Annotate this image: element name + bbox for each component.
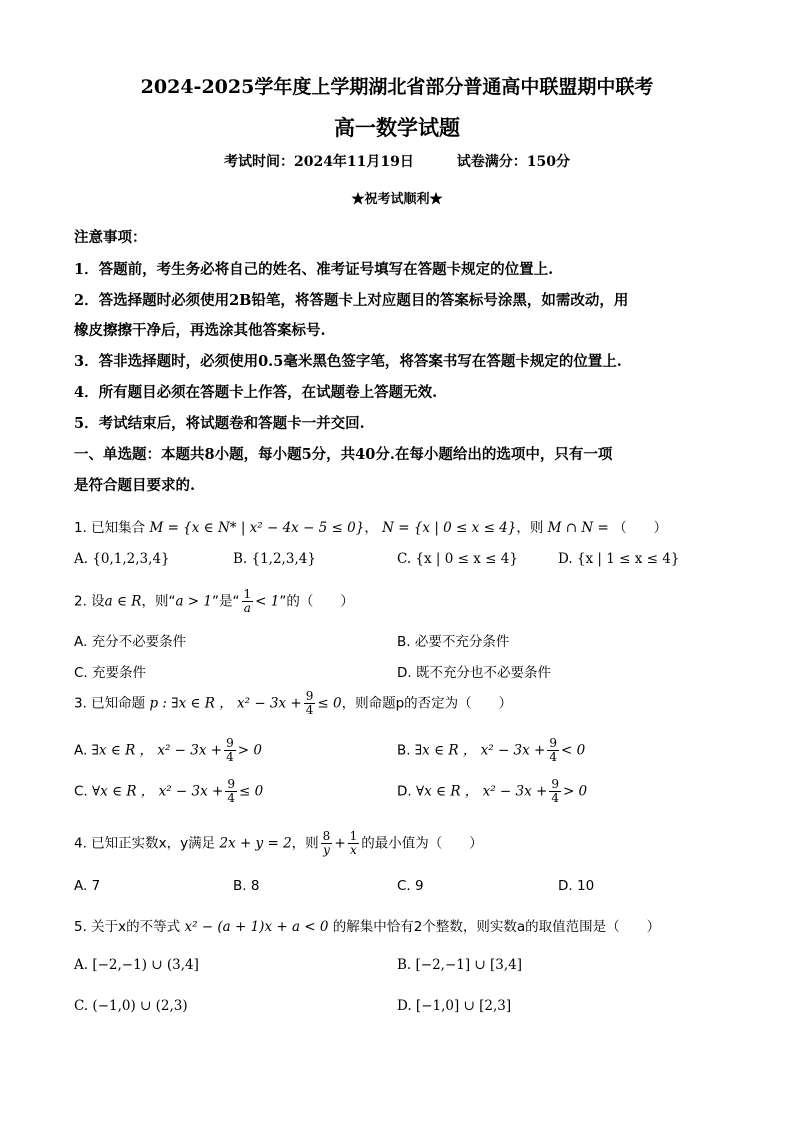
exam-title: 2024-2025学年度上学期湖北省部分普通高中联盟期中联考 (140, 76, 654, 98)
denominator: 4 (226, 750, 234, 765)
q1-set-m: M = {x ∈ N* | x² − 4x − 5 ≤ 0} (149, 520, 365, 536)
good-luck-banner: ★祝考试顺利★ (351, 192, 443, 207)
q3-option-d-fraction (549, 778, 561, 805)
exam-time: 考试时间：2024年11月19日 (223, 154, 414, 170)
denominator: y (323, 843, 330, 858)
denominator: x (350, 843, 357, 858)
q2-option-d: D. 既不充分也不必要条件 (397, 665, 551, 681)
q1-paren: （ ） (613, 520, 668, 536)
q3-option-c-rel: ≤ 0 (238, 783, 264, 800)
q4-fraction-2 (348, 830, 360, 857)
q5-option-d: D. [−1,0] ∪ [2,3] (397, 998, 512, 1014)
q3-numerator: 9 (305, 689, 314, 703)
q3-option-c (74, 778, 263, 805)
q3-suffix: ，则命题p的否定为（ ） (341, 695, 513, 712)
q2-mid3: ”的（ ） (279, 593, 354, 610)
q4-fraction-1 (321, 830, 333, 857)
q1-option-c: C. {x | 0 ≤ x ≤ 4} (397, 551, 518, 567)
q3-option-a-quantifier: ∃x ∈ R ， (91, 742, 154, 759)
q3-option-d-label: D. (397, 783, 412, 800)
q2-numerator: 1 (243, 587, 252, 601)
denominator: 4 (551, 791, 559, 806)
q1-option-d: D. {x | 1 ≤ x ≤ 4} (558, 551, 680, 567)
q3-option-b-label: B. (397, 742, 411, 759)
q3-option-a-rel: > 0 (237, 742, 262, 759)
q3-option-a (74, 737, 262, 764)
question-4 (74, 830, 483, 857)
notes-heading: 注意事项： (74, 229, 147, 246)
q3-option-c-quantifier: ∀x ∈ R ， (92, 783, 155, 800)
q2-cond: a ∈ R (104, 593, 142, 610)
question-1 (74, 516, 667, 536)
q5-inequality: x² − (a + 1)x + a < 0 (184, 919, 329, 935)
q3-option-a-fraction (224, 737, 236, 764)
q3-option-b (397, 737, 585, 764)
note-item: 4．所有题目必须在答题卡上作答，在试题卷上答题无效. (74, 384, 438, 401)
numerator: 9 (227, 777, 235, 791)
numerator: 9 (549, 736, 557, 750)
q2-lt: < 1 (255, 593, 280, 610)
q3-denominator: 4 (305, 703, 314, 718)
q4-option-a: A. 7 (74, 878, 101, 894)
q1-sep: ， (364, 520, 378, 536)
q3-option-d (397, 778, 587, 805)
q3-fraction (304, 690, 316, 717)
q4-mid: ，则 (291, 835, 319, 852)
section-heading-cont: 是符合题目要求的. (74, 477, 196, 494)
q3-expr-b: ≤ 0 (317, 695, 342, 712)
q1-set-n: N = {x | 0 ≤ x ≤ 4} (382, 520, 517, 536)
numerator: 1 (349, 829, 358, 843)
q5-suffix: 的解集中恰有2个整数，则实数a的取值范围是（ ） (332, 919, 661, 935)
q5-option-a: A. [−2,−1) ∪ (3,4] (74, 957, 199, 973)
note-item: 3．答非选择题时，必须使用0.5毫米黑色签字笔，将答案书写在答题卡规定的位置上. (74, 353, 622, 370)
q3-option-b-quantifier: ∃x ∈ R ， (414, 742, 477, 759)
q2-prefix: 2. 设 (74, 593, 105, 610)
note-item: 5．考试结束后，将试题卷和答题卡一并交回. (74, 415, 365, 432)
q3-option-a-expr: x² − 3x + (157, 742, 223, 759)
q4-option-b: B. 8 (233, 878, 260, 894)
q5-option-c: C. (−1,0) ∪ (2,3) (74, 998, 188, 1014)
q4-prefix: 4. 已知正实数x，y满足 (74, 835, 216, 852)
q3-option-c-fraction (225, 778, 237, 805)
q5-option-b: B. [−2,−1] ∪ [3,4] (397, 957, 523, 973)
q2-a1: a > 1 (175, 593, 213, 610)
q2-option-b: B. 必要不充分条件 (397, 634, 510, 650)
q2-option-c: C. 充要条件 (74, 665, 147, 681)
section-heading: 一、单选题：本题共8小题，每小题5分，共40分.在每小题给出的选项中，只有一项 (74, 446, 613, 463)
q4-option-d: D. 10 (558, 878, 595, 894)
denominator: 4 (227, 791, 235, 806)
q1-prefix: 1. 已知集合 (74, 520, 146, 536)
note-item: 2．答选择题时必须使用2B铅笔，将答题卡上对应题目的答案标号涂黑，如需改动，用 (74, 292, 629, 309)
q4-plus: + (334, 835, 346, 852)
q3-option-a-label: A. (74, 742, 88, 759)
q3-expr-a: x² − 3x + (237, 695, 302, 712)
q1-expr: M ∩ N = (547, 520, 609, 536)
exam-subtitle: 高一数学试题 (334, 115, 460, 140)
full-score: 试卷满分：150分 (456, 154, 571, 170)
numerator: 9 (551, 777, 559, 791)
q3-prop: p : ∃x ∈ R ， (149, 695, 233, 712)
question-5 (74, 915, 660, 935)
q3-option-d-expr: x² − 3x + (482, 783, 548, 800)
exam-meta (0, 151, 794, 171)
q4-eq: 2x + y = 2 (219, 835, 292, 852)
q1-option-b: B. {1,2,3,4} (233, 551, 316, 567)
q3-option-b-expr: x² − 3x + (480, 742, 546, 759)
q2-fraction (242, 588, 254, 615)
q1-suffix: ，则 (516, 520, 544, 536)
q3-option-d-quantifier: ∀x ∈ R ， (415, 783, 479, 800)
note-item: 1．答题前，考生务必将自己的姓名、准考证号填写在答题卡规定的位置上. (74, 261, 554, 278)
q3-prefix: 3. 已知命题 (74, 695, 146, 712)
q2-option-a: A. 充分不必要条件 (74, 634, 187, 650)
q3-option-c-label: C. (74, 783, 88, 800)
denominator: 4 (549, 750, 557, 765)
q2-mid2: ”是“ (212, 593, 240, 610)
q4-option-c: C. 9 (397, 878, 424, 894)
q3-option-b-fraction (547, 737, 559, 764)
q3-option-d-rel: > 0 (562, 783, 588, 800)
q2-denominator: a (243, 601, 251, 616)
note-item: 橡皮擦擦干净后，再选涂其他答案标号. (74, 322, 326, 339)
question-3 (74, 690, 512, 717)
numerator: 9 (226, 736, 234, 750)
numerator: 8 (322, 829, 331, 843)
question-2 (74, 588, 354, 615)
q3-option-c-expr: x² − 3x + (158, 783, 224, 800)
q5-prefix: 5. 关于x的不等式 (74, 919, 181, 935)
q3-option-b-rel: < 0 (561, 742, 586, 759)
q2-mid1: ，则“ (141, 593, 176, 610)
q4-suffix: 的最小值为（ ） (361, 835, 483, 852)
q1-option-a: A. {0,1,2,3,4} (74, 551, 170, 567)
